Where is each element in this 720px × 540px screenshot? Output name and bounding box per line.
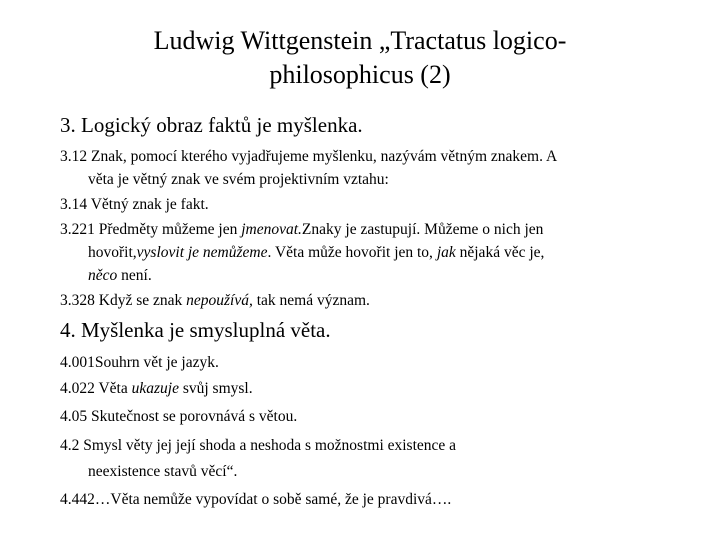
para-4-05: 4.05 Skutečnost se porovnává s větou.	[60, 408, 298, 425]
para-3-221-line-1	[60, 221, 543, 239]
para-3-221-line-3	[88, 267, 152, 285]
emphasis: jak	[436, 244, 456, 261]
para-4-2-line-1: 4.2 Smysl věty jej její shoda a neshoda s možnostmi existence a	[60, 437, 457, 454]
para-3-14: 3.14 Větný znak je fakt.	[60, 196, 209, 213]
text: není.	[117, 267, 152, 284]
emphasis: nepoužívá,	[186, 292, 253, 309]
text: 3.328 Když se znak	[60, 292, 187, 309]
heading-4: 4. Myšlenka je smysluplná věta.	[60, 318, 331, 342]
title-line-2: philosophicus (2)	[269, 60, 451, 89]
text: 4.022 Věta	[60, 380, 132, 397]
para-3-12-line-2: věta je větný znak ve svém projektivním vztahu:	[88, 171, 389, 188]
para-3-328	[60, 292, 370, 310]
heading-3: 3. Logický obraz faktů je myšlenka.	[60, 113, 363, 137]
emphasis: něco	[88, 267, 118, 284]
para-4-2-line-2: neexistence stavů věcí“.	[88, 463, 238, 480]
emphasis: vyslovit je nemůžeme	[136, 244, 268, 261]
text: 3.221 Předměty můžeme jen	[60, 221, 242, 238]
text: Znaky je zastupují. Můžeme o nich jen	[301, 221, 544, 238]
emphasis: jmenovat.	[241, 221, 302, 238]
slide-title	[80, 24, 640, 92]
emphasis: ukazuje	[131, 380, 179, 397]
para-4-022	[60, 380, 253, 398]
text: hovořit,	[88, 244, 137, 261]
para-4-001: 4.001Souhrn vět je jazyk.	[60, 354, 219, 371]
title-line-1: Ludwig Wittgenstein „Tractatus logico-	[153, 26, 567, 55]
para-4-442: 4.442…Věta nemůže vypovídat o sobě samé, že je pravdivá….	[60, 491, 452, 508]
text: . Věta může hovořit jen to,	[267, 244, 437, 261]
text: svůj smysl.	[178, 380, 253, 397]
para-3-12-line-1: 3.12 Znak, pomocí kterého vyjadřujeme myšlenku, nazývám větným znakem. A	[60, 148, 558, 165]
text: nějaká věc je,	[455, 244, 545, 261]
para-3-221-line-2	[88, 244, 544, 262]
text: tak nemá význam.	[252, 292, 370, 309]
